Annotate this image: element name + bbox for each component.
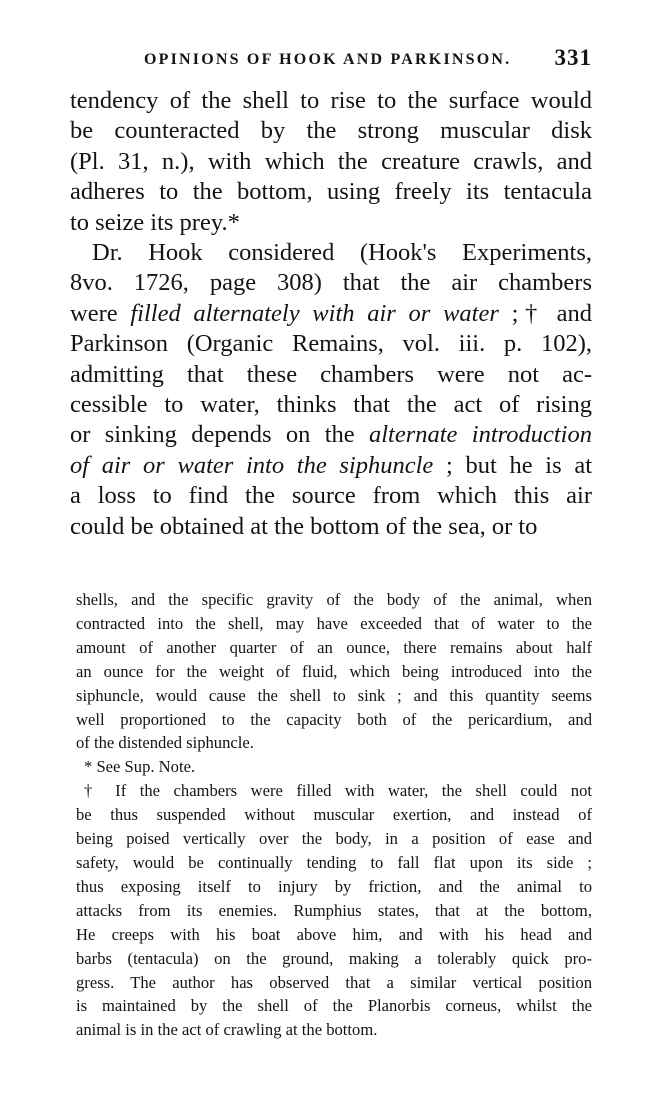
text-line xyxy=(70,420,592,450)
footnote-line: siphuncle, would cause the shell to sink ; and this quantity seems xyxy=(76,685,592,705)
footnote-line: safety, would be continually tending to fall flat upon its side ; xyxy=(76,852,592,872)
footnote-line: of the distended siphuncle. xyxy=(76,733,254,753)
footnote-line: He creeps with his boat above him, and with his head and xyxy=(76,924,592,944)
text-line: be counteracted by the strong muscular disk xyxy=(70,117,592,145)
footnote-line: contracted into the shell, may have exceeded that of water to the xyxy=(76,613,592,633)
footnote-line: animal is in the act of crawling at the bottom. xyxy=(76,1020,378,1040)
text-run: ;† and xyxy=(498,299,593,327)
italic-phrase: filled alternately with air or water xyxy=(130,299,499,327)
text-line xyxy=(70,299,592,329)
footnote-line: attacks from its enemies. Rumphius states, that at the bottom, xyxy=(76,900,592,920)
text-line: (Pl. 31, n.), with which the creature crawls, and xyxy=(70,147,592,175)
text-line: to seize its prey.* xyxy=(70,208,240,236)
text-line: adheres to the bottom, using freely its tentacula xyxy=(70,178,592,206)
text-line: cessible to water, thinks that the act of rising xyxy=(70,391,592,419)
footnote-line: * See Sup. Note. xyxy=(84,757,196,777)
footnote-line: thus exposing itself to injury by friction, and the animal to xyxy=(76,876,592,896)
footnote-continuation xyxy=(76,588,592,755)
page-header xyxy=(70,43,592,77)
paragraph-1 xyxy=(70,86,592,238)
footnote-line: being poised vertically over the body, in a position of ease and xyxy=(76,829,592,849)
footnote-line: is maintained by the shell of the Planorbis corneus, whilst the xyxy=(76,996,592,1016)
main-text xyxy=(70,86,592,542)
text-line: Parkinson (Organic Remains, vol. iii. p. 102), xyxy=(70,330,592,358)
text-run: were xyxy=(70,299,131,327)
footnote-line: an ounce for the weight of fluid, which being introduced into the xyxy=(76,661,592,681)
page-number: 331 xyxy=(554,45,592,70)
footnote-line: shells, and the specific gravity of the body of the animal, when xyxy=(76,590,592,609)
footnote-star xyxy=(76,755,592,779)
footnote-line: † If the chambers were filled with water, the shell could not xyxy=(84,781,592,801)
footnote-line: gress. The author has observed that a similar vertical position xyxy=(76,972,592,992)
footnotes xyxy=(76,588,592,1042)
footnote-line: well proportioned to the capacity both of the pericardium, and xyxy=(76,709,592,729)
text-line: Dr. Hook considered (Hook's Experiments, xyxy=(92,239,592,267)
paragraph-2 xyxy=(70,238,592,542)
text-line: a loss to find the source from which this air xyxy=(70,482,592,510)
text-line xyxy=(70,451,592,481)
text-line: tendency of the shell to rise to the surface would xyxy=(70,87,592,114)
italic-phrase: alternate introduction xyxy=(368,421,592,449)
text-line: could be obtained at the bottom of the sea, or to xyxy=(70,512,538,540)
text-line: admitting that these chambers were not ac- xyxy=(70,360,592,388)
footnote-dagger xyxy=(76,779,592,1042)
text-run: ; but he is at xyxy=(433,451,593,479)
text-run: or sinking depends on the xyxy=(70,421,369,449)
footnote-line: barbs (tentacula) on the ground, making a tolerably quick pro- xyxy=(76,948,592,968)
text-line: 8vo. 1726, page 308) that the air chambers xyxy=(70,269,592,297)
running-head: OPINIONS OF HOOK AND PARKINSON. xyxy=(144,51,512,68)
italic-phrase: of air or water into the siphuncle xyxy=(70,451,434,479)
footnote-line: amount of another quarter of an ounce, there remains about half xyxy=(76,637,592,657)
footnote-line: be thus suspended without muscular exertion, and instead of xyxy=(76,805,592,825)
